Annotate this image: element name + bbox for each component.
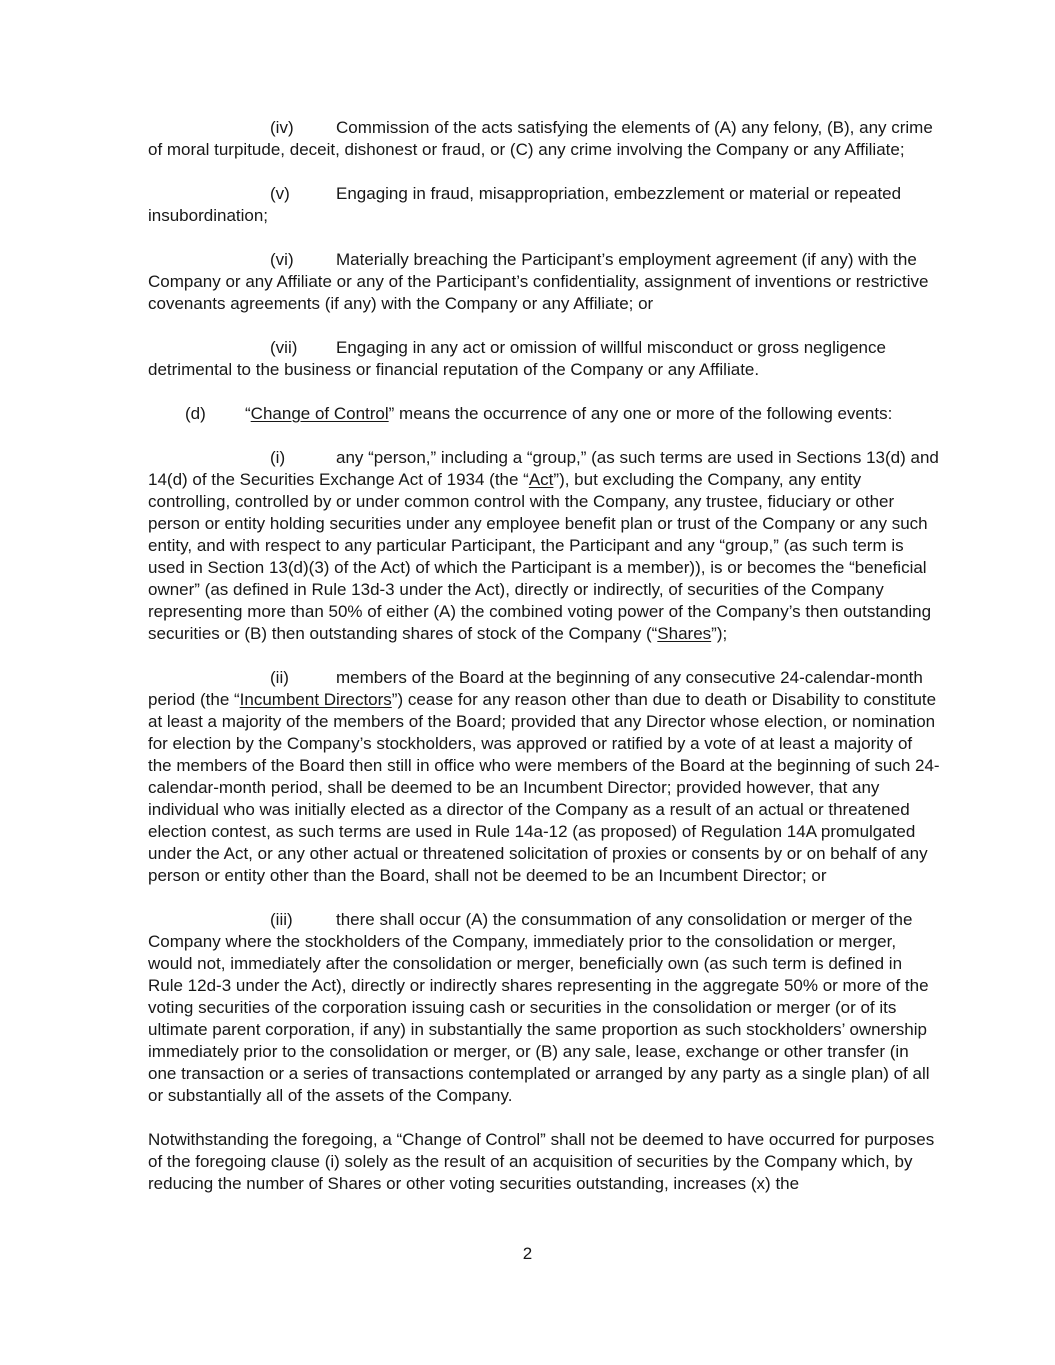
text-run: Commission of the acts satisfying the elements of (A) any felony, (B), any crime of moral turpitude, deceit, dishonest or fraud, or (C) any crime involving the Company or any Affiliate; bbox=[148, 118, 933, 159]
text-run: ” means the occurrence of any one or more of the following events: bbox=[388, 404, 893, 423]
text-run: Engaging in any act or omission of willful misconduct or gross negligence detrimental to the business or financial reputation of the Company or any Affiliate. bbox=[148, 338, 886, 379]
text-run: members of the Board at the beginning of any consecutive 24-calendar-month period (the “ bbox=[148, 668, 923, 709]
closing-paragraph bbox=[148, 1129, 940, 1195]
clause-vii bbox=[148, 337, 940, 381]
text-run: ”), but excluding the Company, any entity controlling, controlled by or under common control with the Company, any trustee, fiduciary or other person or entity holding securities under any employee benefit plan or trust of the Company or any such entity, and with respect to any particular Participant, the Participant and any “group,” (as such term is used in Section 13(d)(3) of the Act) of which the Participant is a member)), is or becomes the “beneficial owner” (as defined in Rule 13d-3 under the Act), directly or indirectly, of securities of the Company representing more than 50% of either (A) the combined voting power of the Company’s then outstanding securities or (B) then outstanding shares of stock of the Company (“ bbox=[148, 470, 932, 643]
text-run: ”) cease for any reason other than due to death or Disability to constitute at least a majority of the members of the Board; provided that any Director whose election, or nomination for election by the Company’s stockholders, was approved or ratified by a vote of at least a majority of the members of the Board then still in office who were members of the Board at the beginning of such 24-calendar-month period, shall be deemed to be an Incumbent Director; provided however, that any individual who was initially elected as a director of the Company as a result of an actual or threatened election contest, as such terms are used in Rule 14a-12 (as proposed) of Regulation 14A promulgated under the Act, or any other actual or threatened solicitation of proxies or consents by or on behalf of any person or entity other than the Board, shall not be deemed to be an Incumbent Director; or bbox=[148, 690, 940, 885]
clause-d bbox=[148, 403, 940, 425]
text-run: there shall occur (A) the consummation of any consolidation or merger of the Company where the stockholders of the Company, immediately prior to the consolidation or merger, would not, immediately after the consolidation or merger, beneficially own (as such term is defined in Rule 12d-3 under the Act), directly or indirectly shares representing in the aggregate 50% or more of the voting securities of the corporation issuing cash or securities in the consolidation or merger (or of its ultimate parent corporation, if any) in substantially the same proportion as such stockholders’ ownership immediately prior to the consolidation or merger, or (B) any sale, lease, exchange or other transfer (in one transaction or a series of transactions contemplated or arranged by any party as a single plan) of all or substantially all of the assets of the Company. bbox=[148, 910, 930, 1105]
clause-v-label: (v) bbox=[270, 184, 290, 203]
clause-iv-label: (iv) bbox=[270, 118, 294, 137]
clause-d-label: (d) bbox=[185, 404, 206, 423]
text-run: ”); bbox=[711, 624, 728, 643]
text-run: Engaging in fraud, misappropriation, embezzlement or material or repeated insubordination; bbox=[148, 184, 902, 225]
defined-term: Change of Control bbox=[250, 404, 389, 423]
clause-d-iii-label: (iii) bbox=[270, 910, 293, 929]
page-number: 2 bbox=[522, 1244, 533, 1263]
text-run: Materially breaching the Participant’s employment agreement (if any) with the Company or any Affiliate or any of the Participant’s confidentiality, assignment of inventions or restrictive covenants agreements (if any) with the Company or any Affiliate; or bbox=[148, 250, 929, 313]
defined-term: Shares bbox=[657, 624, 712, 643]
clause-vi-label: (vi) bbox=[270, 250, 294, 269]
clause-vii-label: (vii) bbox=[270, 338, 298, 357]
clause-d-ii bbox=[148, 667, 940, 887]
clause-d-i bbox=[148, 447, 940, 645]
document-body bbox=[148, 117, 940, 1195]
clause-d-ii-label: (ii) bbox=[270, 668, 289, 687]
clause-d-iii bbox=[148, 909, 940, 1107]
clause-iv bbox=[148, 117, 940, 161]
text-run: “ bbox=[245, 404, 251, 423]
defined-term: Incumbent Directors bbox=[239, 690, 392, 709]
defined-term: Act bbox=[528, 470, 554, 489]
text-run: any “person,” including a “group,” (as such terms are used in Sections 13(d) and 14(d) of the Securities Exchange Act of 1934 (the “ bbox=[148, 448, 939, 489]
clause-vi bbox=[148, 249, 940, 315]
clause-v bbox=[148, 183, 940, 227]
clause-d-i-label: (i) bbox=[270, 448, 286, 467]
text-run: Notwithstanding the foregoing, a “Change of Control” shall not be deemed to have occurred for purposes of the foregoing clause (i) solely as the result of an acquisition of securities by the Company which, by reducing the number of Shares or other voting securities outstanding, increases (x) the bbox=[148, 1130, 935, 1193]
